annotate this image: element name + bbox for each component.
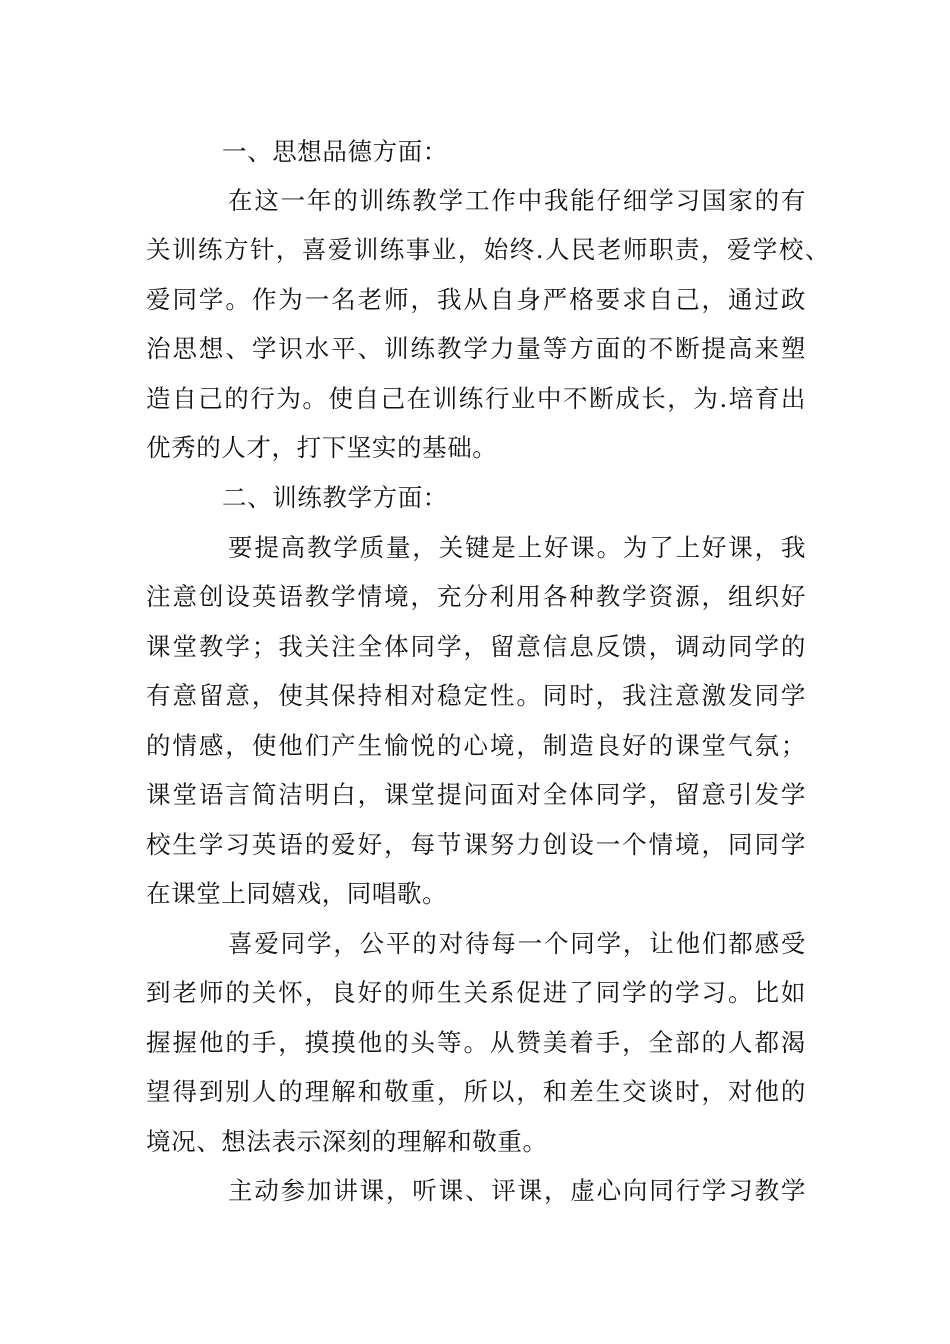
paragraph-line: 课堂教学；我关注全体同学，留意信息反馈，调动同学的 [146, 632, 806, 661]
paragraph-line: 主动参加讲课，听课、评课，虚心向同行学习教学 [228, 1176, 806, 1205]
paragraph-line: 的情感，使他们产生愉悦的心境，制造良好的课堂气氛； [146, 731, 806, 760]
heading-teaching: 二、训练教学方面： [222, 483, 448, 512]
paragraph-line: 有意留意，使其保持相对稳定性。同时，我注意激发同学 [146, 681, 806, 710]
paragraph-line: 爱同学。作为一名老师，我从自身严格要求自己，通过政 [146, 285, 806, 314]
paragraph-line: 课堂语言简洁明白，课堂提问面对全体同学，留意引发学 [146, 780, 806, 809]
paragraph-line: 在这一年的训练教学工作中我能仔细学习国家的有 [228, 186, 806, 215]
paragraph-line: 握握他的手，摸摸他的头等。从赞美着手，全部的人都渴 [146, 1028, 806, 1057]
paragraph-line: 望得到别人的理解和敬重，所以，和差生交谈时，对他的 [146, 1077, 806, 1106]
paragraph-line: 治思想、学识水平、训练教学力量等方面的不断提高来塑 [146, 334, 806, 363]
paragraph-line: 优秀的人才，打下坚实的基础。 [146, 433, 498, 462]
paragraph-line: 境况、想法表示深刻的理解和敬重。 [146, 1127, 548, 1156]
paragraph-line: 造自己的行为。使自己在训练行业中不断成长，为.培育出 [146, 384, 806, 413]
paragraph-line: 关训练方针，喜爱训练事业，始终.人民老师职责，爱学校、 [146, 235, 830, 264]
paragraph-line: 到老师的关怀，良好的师生关系促进了同学的学习。比如 [146, 978, 806, 1007]
paragraph-line: 要提高教学质量，关键是上好课。为了上好课，我 [228, 533, 806, 562]
paragraph-line: 校生学习英语的爱好，每节课努力创设一个情境，同同学 [146, 830, 806, 859]
paragraph-line: 喜爱同学，公平的对待每一个同学，让他们都感受 [228, 929, 806, 958]
paragraph-line: 注意创设英语教学情境，充分利用各种教学资源，组织好 [146, 582, 806, 611]
paragraph-line: 在课堂上同嬉戏，同唱歌。 [146, 879, 448, 908]
heading-moral: 一、思想品德方面： [222, 137, 448, 166]
